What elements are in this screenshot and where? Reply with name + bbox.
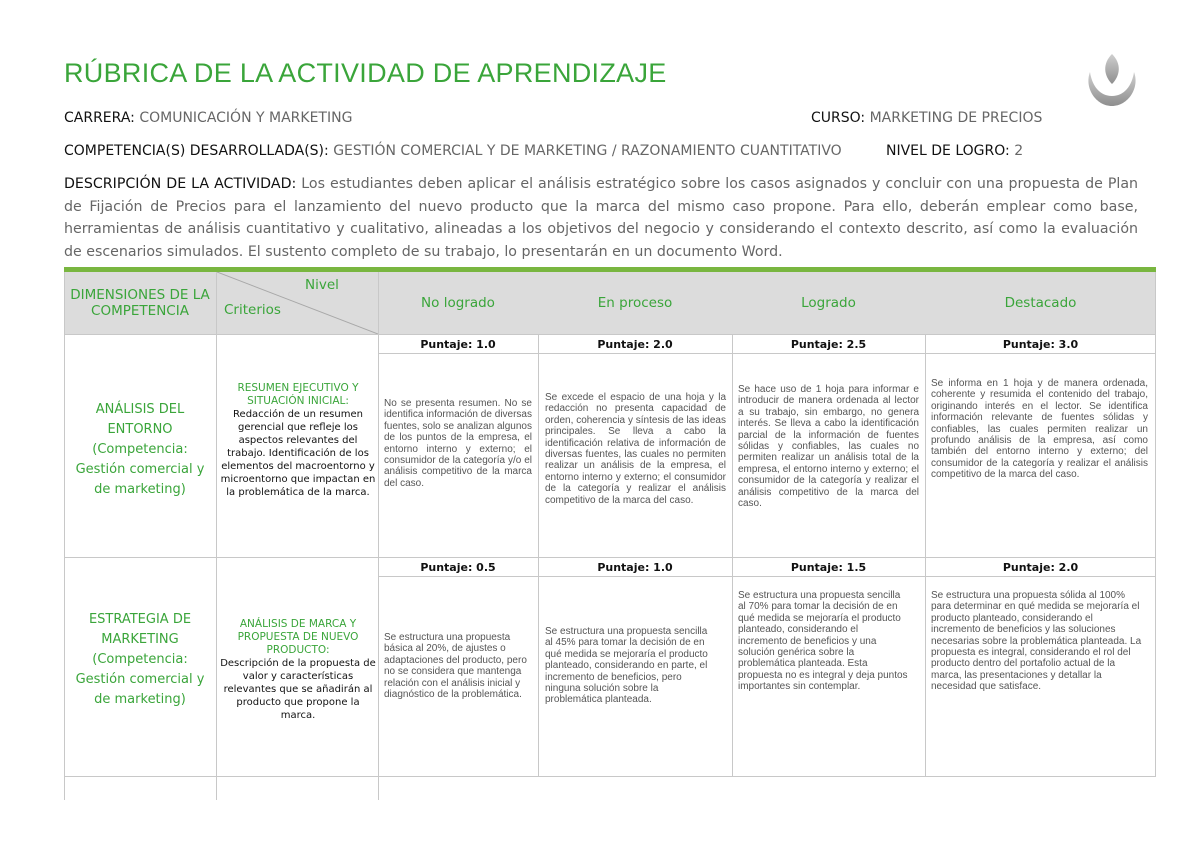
- row-1-score-0: Puntaje: 1.0: [420, 337, 496, 351]
- grid-hline: [378, 353, 1156, 354]
- row-2-dimension: [68, 610, 212, 710]
- row-1-score-3: Puntaje: 3.0: [1002, 337, 1079, 351]
- row-2-criterio: [220, 618, 376, 722]
- header-level-2: Logrado: [801, 295, 856, 311]
- grid-hline: [378, 576, 1156, 577]
- grid-vline: [64, 272, 65, 800]
- header-dimensiones: DIMENSIONES DE LA COMPETENCIA: [70, 287, 210, 319]
- grid-vline: [732, 334, 733, 776]
- header-level-0: No logrado: [421, 295, 495, 311]
- grid-hline: [64, 776, 1156, 777]
- page-title: RÚBRICA DE LA ACTIVIDAD DE APRENDIZAJE: [64, 58, 667, 88]
- row-2-cell-1: Se estructura una propuesta sencilla al 45% para tomar la decisión de en qué medida se mejoraría el producto planteado, considerando en parte, el incremento de beneficios, pero ninguna solución sobre la problemática planteada.: [545, 626, 708, 706]
- row-1-competencia: (Competencia: Gestión comercial y de marketing): [75, 442, 205, 497]
- row-2-cell-2: Se estructura una propuesta sencilla al 70% para tomar la decisión de en qué medida se mejoraría el producto planteado, considerando el incremento de beneficios y una solución genérica sobre la problemática planteada. Esta propuesta no es integral y deja puntos importantes sin contemplar.: [738, 590, 908, 693]
- competencia-line: [64, 143, 842, 159]
- row-1-criterio: [220, 382, 376, 499]
- row-1-cell-1: Se excede el espacio de una hoja y la redacción no presenta capacidad de orden, coherencia y síntesis de las ideas principales. Se lleva a cabo la identificación relativa de información de diversas fuentes, las cuales no permiten realizar un análisis de la empresa, el entorno interno y externo; el consumidor de la categoría y realizar el análisis competitivo de la marca del caso.: [545, 392, 726, 506]
- row-2-score-1: Puntaje: 1.0: [597, 560, 673, 574]
- nivel-label: NIVEL DE LOGRO:: [886, 143, 1010, 159]
- grid-vline: [925, 334, 926, 776]
- row-1-criterio-desc: Redacción de un resumen gerencial que refleje los aspectos relevantes del trabajo. Identificación de los elementos del macroentorno y microentorno que impactan en la problemática de la marca.: [220, 409, 376, 498]
- grid-vline: [538, 334, 539, 776]
- row-1-cell-3: Se informa en 1 hoja y de manera ordenada, coherente y resumida el contenido del trabajo, originando interés en el lector. Se identifica información relevante de fuentes sólidas y confiables, las cuales permiten realizar un profundo análisis de la empresa, así como también del entorno interno y externo; del consumidor de la categoría y realizar el análisis competitivo de la marca del caso.: [931, 378, 1148, 481]
- row-1-cell-0: No se presenta resumen. No se identifica información de diversas fuentes, solo se analizan algunos de los puntos de la empresa, el entorno interno y externo; el consumidor de la categoría y/o el análisis competitivo de la marca del caso.: [384, 398, 532, 489]
- activity-description: [64, 173, 1138, 263]
- row-2-score-0: Puntaje: 0.5: [420, 560, 496, 574]
- row-2-score-3: Puntaje: 2.0: [1002, 560, 1079, 574]
- competencia-label: COMPETENCIA(S) DESARROLLADA(S):: [64, 143, 329, 159]
- row-1-dimension-name: ANÁLISIS DEL ENTORNO: [95, 402, 185, 437]
- row-2-competencia: (Competencia: Gestión comercial y de marketing): [75, 652, 205, 707]
- row-1-score-2: Puntaje: 2.5: [790, 337, 867, 351]
- carrera-value: COMUNICACIÓN Y MARKETING: [139, 110, 353, 126]
- grid-vline: [216, 272, 217, 800]
- row-2-cell-3: Se estructura una propuesta sólida al 100% para determinar en qué medida se mejoraría el producto planteado, considerando el incremento de beneficios y las soluciones necesarias sobre la problemática planteada. La propuesta es integral, considerando el rol del producto dentro del portafolio actual de la marca, las presentaciones y detallar la necesidad que satisface.: [931, 590, 1142, 693]
- row-2-criterio-desc: Descripción de la propuesta de valor y características relevantes que se añadirán al producto que propone la marca.: [220, 658, 376, 721]
- row-1-criterio-title: RESUMEN EJECUTIVO Y SITUACIÓN INICIAL:: [237, 382, 359, 407]
- row-1-score-1: Puntaje: 2.0: [597, 337, 673, 351]
- curso-label: CURSO:: [811, 110, 866, 126]
- header-level-3: Destacado: [1004, 295, 1077, 311]
- row-2-criterio-title: ANÁLISIS DE MARCA Y PROPUESTA DE NUEVO PRODUCTO:: [237, 618, 359, 656]
- upc-logo-icon: [1080, 50, 1144, 110]
- description-label: DESCRIPCIÓN DE LA ACTIVIDAD:: [64, 176, 297, 192]
- curso-value: MARKETING DE PRECIOS: [869, 110, 1043, 126]
- description-text: Los estudiantes deben aplicar el análisis estratégico sobre los casos asignados y concluir con una propuesta de Plan de Fijación de Precios para el lanzamiento del nuevo producto que la marca del mismo caso propone. Para ello, deberán emplear como base, herramientas de análisis cuantitativo y cualitativo, alineadas a los objetivos del negocio y considerando el contexto descrito, así como la evaluación de escenarios simulados. El sustento completo de su trabajo, lo presentarán en un documento Word.: [64, 176, 1139, 260]
- carrera-line: [64, 110, 352, 126]
- row-2-score-2: Puntaje: 1.5: [790, 560, 867, 574]
- header-nivel: Nivel: [305, 277, 339, 293]
- row-1-dimension: [68, 400, 212, 500]
- nivel-line: [886, 143, 1023, 159]
- competencia-value: GESTIÓN COMERCIAL Y DE MARKETING / RAZONAMIENTO CUANTITATIVO: [333, 143, 842, 159]
- row-2-cell-0: Se estructura una propuesta básica al 20%, de ajustes o adaptaciones del producto, pero no se considera que mantenga relación con el análisis inicial y diagnóstico de la problemática.: [384, 632, 527, 701]
- nivel-value: 2: [1014, 143, 1024, 159]
- header-level-1: En proceso: [597, 295, 673, 311]
- carrera-label: CARRERA:: [64, 110, 135, 126]
- row-2-dimension-name: ESTRATEGIA DE MARKETING: [88, 612, 192, 647]
- row-1-cell-2: Se hace uso de 1 hoja para informar e introducir de manera ordenada al lector a su trabajo, sin embargo, no genera interés. Se lleva a cabo la identificación parcial de la información de fuentes sólidas y confiables, las cuales no permiten realizar un análisis total de la empresa, el entorno interno y externo; el consumidor de la categoría y realizar el análisis competitivo de la marca del caso.: [738, 384, 919, 510]
- header-criterios: Criterios: [224, 302, 281, 318]
- curso-line: [811, 110, 1042, 126]
